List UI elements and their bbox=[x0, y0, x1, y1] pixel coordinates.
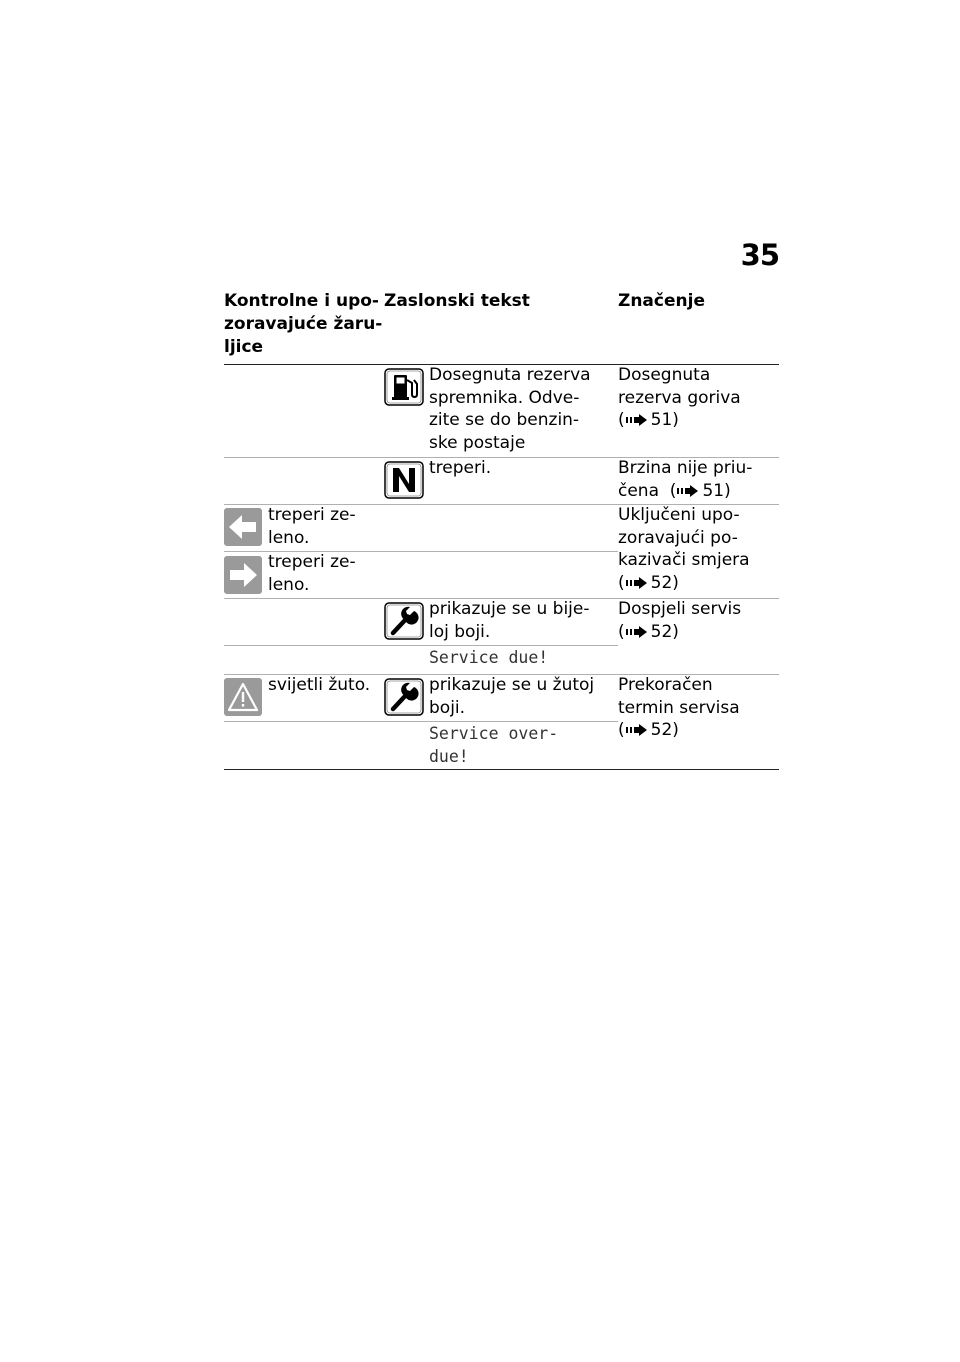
wrench-icon bbox=[384, 678, 424, 716]
fuel-page-ref[interactable]: ( 51) bbox=[618, 410, 679, 431]
service-overdue-meaning: Prekoračen termin servisa ( 52) bbox=[618, 675, 740, 741]
neutral-page-ref[interactable]: čena ( 51) bbox=[618, 480, 731, 501]
fuel-display-text: Dosegnuta rezerva spremnika. Odve- zite se do benzin- ske postaje bbox=[429, 365, 591, 454]
page-reference-arrow-icon bbox=[677, 485, 699, 497]
page-reference-arrow-icon bbox=[626, 414, 648, 426]
service-overdue-page-ref[interactable]: ( 52) bbox=[618, 720, 679, 741]
neutral-n-icon bbox=[384, 461, 424, 499]
wrench-icon bbox=[384, 602, 424, 640]
header-display-text: Zaslonski tekst bbox=[384, 291, 530, 311]
warning-triangle-icon bbox=[224, 678, 262, 716]
service-due-screen-text: Service due! bbox=[429, 648, 549, 667]
page-reference-arrow-icon bbox=[626, 577, 648, 589]
turn-signal-meaning: Uključeni upo- zoravajući po- kazivači smjera ( 52) bbox=[618, 505, 750, 594]
header-warning-lamps: Kontrolne i upo- zoravajuće žaru- ljice bbox=[224, 291, 383, 357]
neutral-display-text: treperi. bbox=[429, 458, 492, 478]
row-divider bbox=[224, 645, 618, 646]
turn-left-lamp-text: treperi ze- leno. bbox=[268, 505, 356, 548]
turn-right-lamp-text: treperi ze- leno. bbox=[268, 552, 356, 595]
table-bottom-rule bbox=[224, 769, 779, 770]
header-meaning: Značenje bbox=[618, 291, 705, 311]
service-overdue-lamp-text: svijetli žuto. bbox=[268, 675, 371, 695]
page-number: 35 bbox=[740, 238, 779, 272]
page-reference-arrow-icon bbox=[626, 724, 648, 736]
page-reference-arrow-icon bbox=[626, 626, 648, 638]
service-due-display-text: prikazuje se u bije- loj boji. bbox=[429, 599, 590, 642]
fuel-pump-icon bbox=[384, 368, 424, 406]
row-divider bbox=[224, 721, 618, 722]
turn-signal-page-ref[interactable]: ( 52) bbox=[618, 573, 679, 594]
right-arrow-icon bbox=[224, 556, 262, 594]
neutral-meaning: Brzina nije priu- čena ( 51) bbox=[618, 458, 753, 501]
left-arrow-icon bbox=[224, 508, 262, 546]
fuel-meaning: Dosegnuta rezerva goriva ( 51) bbox=[618, 365, 741, 431]
service-overdue-screen-text: Service over- due! bbox=[429, 724, 559, 766]
service-overdue-display-text: prikazuje se u žutoj boji. bbox=[429, 675, 595, 718]
service-due-meaning: Dospjeli servis ( 52) bbox=[618, 599, 742, 642]
service-due-page-ref[interactable]: ( 52) bbox=[618, 621, 679, 642]
